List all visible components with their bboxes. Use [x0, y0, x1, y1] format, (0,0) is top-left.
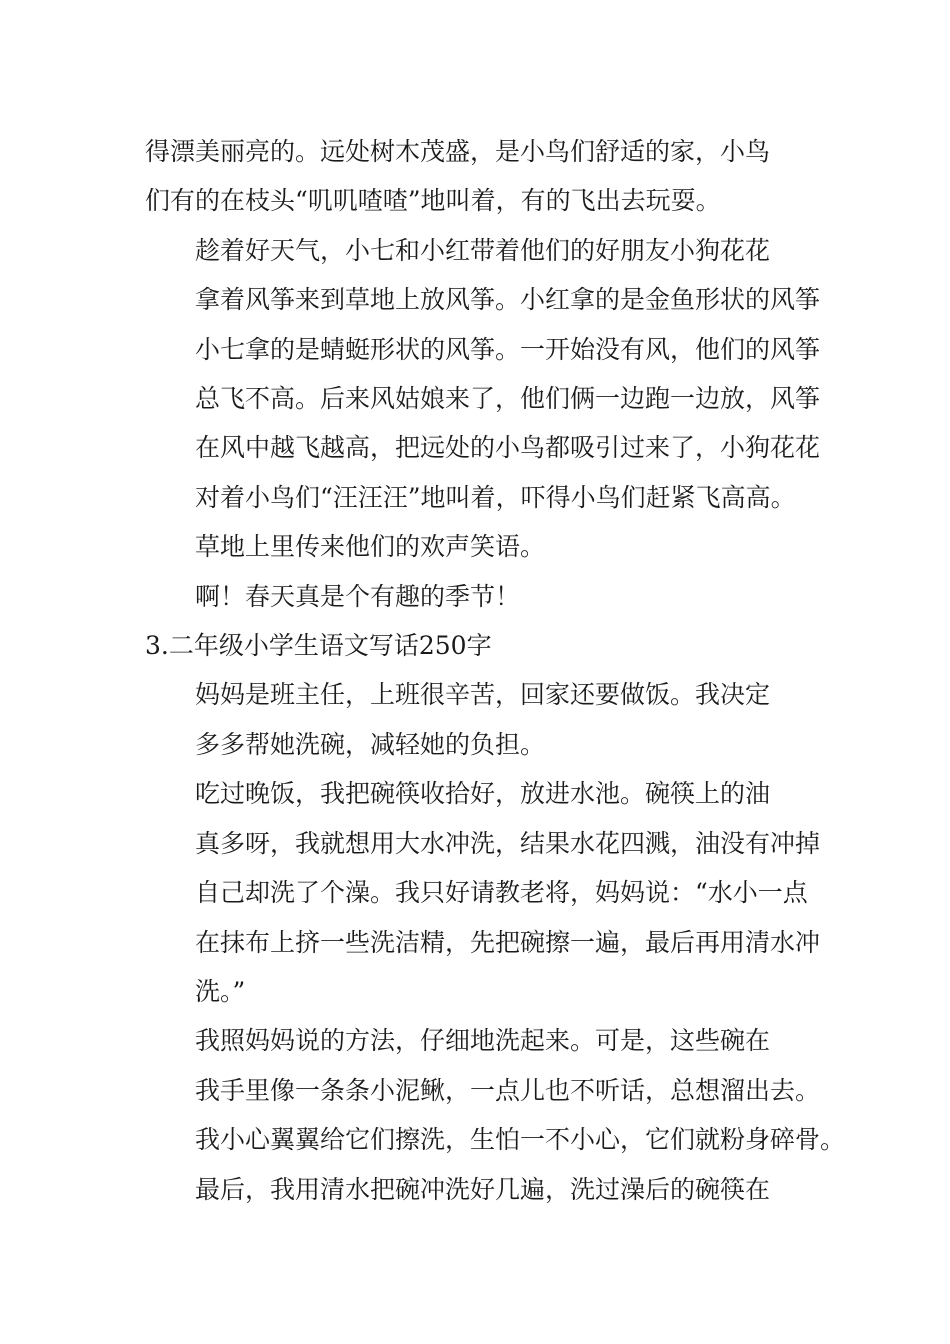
- text-line: 我照妈妈说的方法，仔细地洗起来。可是，这些碗在: [195, 1026, 771, 1056]
- document-page: [145, 127, 846, 1214]
- text-paragraph: [145, 127, 810, 226]
- text-line: 在风中越飞越高，把远处的小鸟都吸引过来了，小狗花花: [195, 433, 821, 463]
- text-line: 小七拿的是蜻蜓形状的风筝。一开始没有风，他们的风筝: [195, 334, 821, 364]
- section-heading: [145, 621, 810, 670]
- text-line: 在抹布上挤一些洗洁精，先把碗擦一遍，最后再用清水冲: [195, 927, 821, 957]
- text-line: 啊！春天真是个有趣的季节！: [195, 581, 521, 611]
- text-line: 得漂美丽亮的。远处树木茂盛，是小鸟们舒适的家，小鸟: [145, 137, 771, 166]
- text-line: 洗。”: [195, 976, 246, 1006]
- text-paragraph: [145, 1016, 846, 1164]
- text-paragraph: [145, 769, 821, 1016]
- text-paragraph: [145, 572, 810, 621]
- text-line: 总飞不高。后来风姑娘来了，他们俩一边跑一边放，风筝: [195, 384, 821, 414]
- text-line: 我手里像一条条小泥鳅，一点儿也不听话，总想溜出去。: [195, 1075, 821, 1105]
- text-line: 3.二年级小学生语文写话250字: [145, 631, 492, 661]
- text-line: 拿着风筝来到草地上放风筝。小红拿的是金鱼形状的风筝: [195, 285, 821, 315]
- text-line: 对着小鸟们“汪汪汪”地叫着，吓得小鸟们赶紧飞高高。: [195, 482, 796, 512]
- text-line: 自己却洗了个澡。我只好请教老将，妈妈说：“水小一点: [195, 878, 808, 908]
- text-line: 们有的在枝头“叽叽喳喳”地叫着，有的飞出去玩耍。: [145, 186, 721, 216]
- text-paragraph: [145, 226, 821, 572]
- text-line: 多多帮她洗碗，减轻她的负担。: [195, 729, 546, 759]
- text-line: 趁着好天气，小七和小红带着他们的好朋友小狗花花: [195, 235, 771, 265]
- text-paragraph: [145, 670, 810, 769]
- text-line: 妈妈是班主任，上班很辛苦，回家还要做饭。我决定: [195, 680, 771, 710]
- text-line: 真多呀，我就想用大水冲洗，结果水花四溅，油没有冲掉: [195, 828, 821, 858]
- text-line: 我小心翼翼给它们擦洗，生怕一不小心，它们就粉身碎骨。: [195, 1125, 846, 1155]
- text-line: 最后，我用清水把碗冲洗好几遍，洗过澡后的碗筷在: [195, 1174, 771, 1204]
- text-line: 草地上里传来他们的欢声笑语。: [195, 532, 546, 562]
- text-paragraph: [145, 1165, 810, 1214]
- text-line: 吃过晚饭，我把碗筷收拾好，放进水池。碗筷上的油: [195, 779, 771, 809]
